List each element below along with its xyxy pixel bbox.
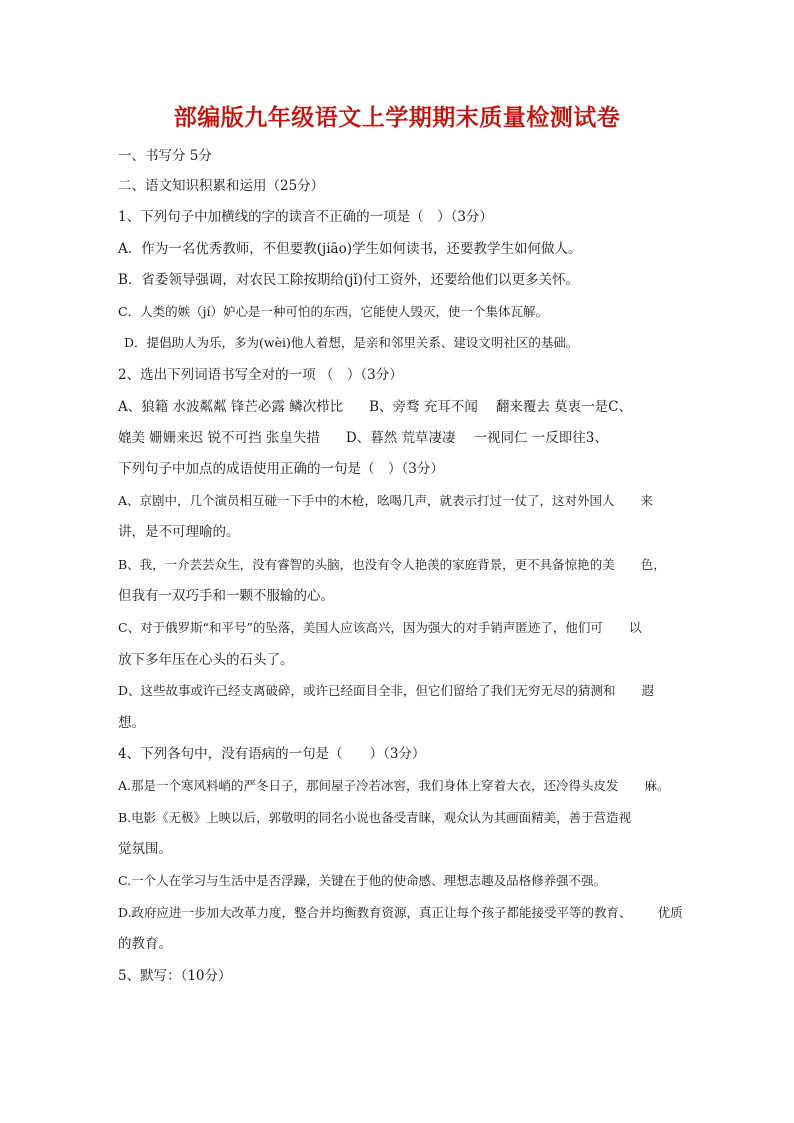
question-2-options-line-1 bbox=[118, 397, 632, 417]
question-1-option-c: C．人类的嫉（jí）妒心是一种可怕的东西，它能使人毁灭，使一个集体瓦解。 bbox=[118, 304, 548, 319]
question-4-option-c: C.一个人在学习与生活中是否浮躁，关键在于他的使命感、理想志趣及品格修养强不强。 bbox=[118, 873, 607, 888]
question-3-option-b-line-1: B、我，一介芸芸众生，没有睿智的头脑，也没有令人艳羡的家庭背景，更不具备惊艳的美 色， bbox=[118, 557, 666, 572]
question-2-option-d-rest: 一视同仁 一反即往3、 bbox=[473, 430, 608, 446]
document-title: 部编版九年级语文上学期期末质量检测试卷 bbox=[173, 104, 621, 131]
section-knowledge-heading: 二、语文知识积累和运用（25分） bbox=[118, 178, 325, 194]
section-writing-score: 一、书写分 5分 bbox=[118, 148, 212, 164]
question-4-stem: 4、下列各句中，没有语病的一句是（ ）（3分） bbox=[118, 746, 426, 762]
question-4-option-d-line-1: D.政府应进一步加大改革力度，整合并均衡教育资源，真正让每个孩子都能接受平等的教育、 优质 bbox=[118, 905, 683, 920]
question-2-option-b-rest: 翻来覆去 莫衷一是C、 bbox=[495, 399, 632, 415]
question-1-stem: 1、下列句子中加横线的字的读音不正确的一项是（ ）（3分） bbox=[118, 209, 493, 225]
question-2-option-c: 媲美 姗姗来迟 锐不可挡 张皇失措 bbox=[118, 430, 320, 446]
question-1-option-d: D．提倡助人为乐，多为(wèi)他人着想，是亲和邻里关系、建设文明社区的基础。 bbox=[124, 335, 579, 350]
question-2-option-b: B、旁骛 充耳不闻 bbox=[369, 399, 478, 415]
question-3-option-d-line-2: 想。 bbox=[118, 715, 145, 731]
question-2-option-d: D、暮然 荒草凄凄 bbox=[345, 430, 456, 446]
question-4-option-d-line-2: 的教育。 bbox=[118, 936, 172, 952]
question-4-option-b-line-2: 觉氛围。 bbox=[118, 841, 172, 857]
question-3-option-a-line-2: 讲，是不可理喻的。 bbox=[118, 524, 240, 540]
question-3-stem: 下列句子中加点的成语使用正确的一句是（ ）（3分） bbox=[118, 461, 444, 477]
question-1-option-b: B．省委领导强调，对农民工除按期给(jǐ)付工资外，还要给他们以更多关怀。 bbox=[118, 272, 579, 288]
question-3-option-b-line-2: 但我有一双巧手和一颗不服输的心。 bbox=[118, 588, 334, 604]
question-4-option-b-line-1: B.电影《无极》上映以后，郭敬明的同名小说也备受青睐，观众认为其画面精美，善于营造视 bbox=[118, 810, 632, 825]
question-3-option-a-line-1: A、京剧中，几个演员相互碰一下手中的木枪，吆喝几声，就表示打过一仗了，这对外国人 来 bbox=[118, 493, 654, 508]
question-1-option-a: A．作为一名优秀教师，不但要教(jiāo)学生如何读书，还要教学生如何做人。 bbox=[118, 241, 582, 257]
question-2-stem: 2、选出下列词语书写全对的一项 （ ）（3分） bbox=[118, 367, 403, 383]
question-2-options-line-2 bbox=[118, 428, 608, 448]
question-4-option-a-line-1: A.那是一个寒风料峭的严冬日子，那间屋子冷若冰窖，我们身体上穿着大衣，还冷得头皮发 麻。 bbox=[118, 778, 670, 793]
question-3-option-c-line-2: 放下多年压在心头的石头了。 bbox=[118, 652, 294, 668]
question-2-option-a: A、狼籍 水波粼粼 锋芒必露 鳞次栉比 bbox=[118, 399, 344, 415]
question-5-stem: 5、默写：（10分） bbox=[118, 968, 232, 984]
question-3-option-d-line-1: D、这些故事或许已经支离破碎，或许已经面目全非，但它们留给了我们无穷无尽的猜测和 遐 bbox=[118, 683, 655, 698]
question-3-option-c-line-1: C、对于俄罗斯“和平号”的坠落，美国人应该高兴，因为强大的对手销声匿迹了，他们可 以 bbox=[118, 620, 642, 635]
